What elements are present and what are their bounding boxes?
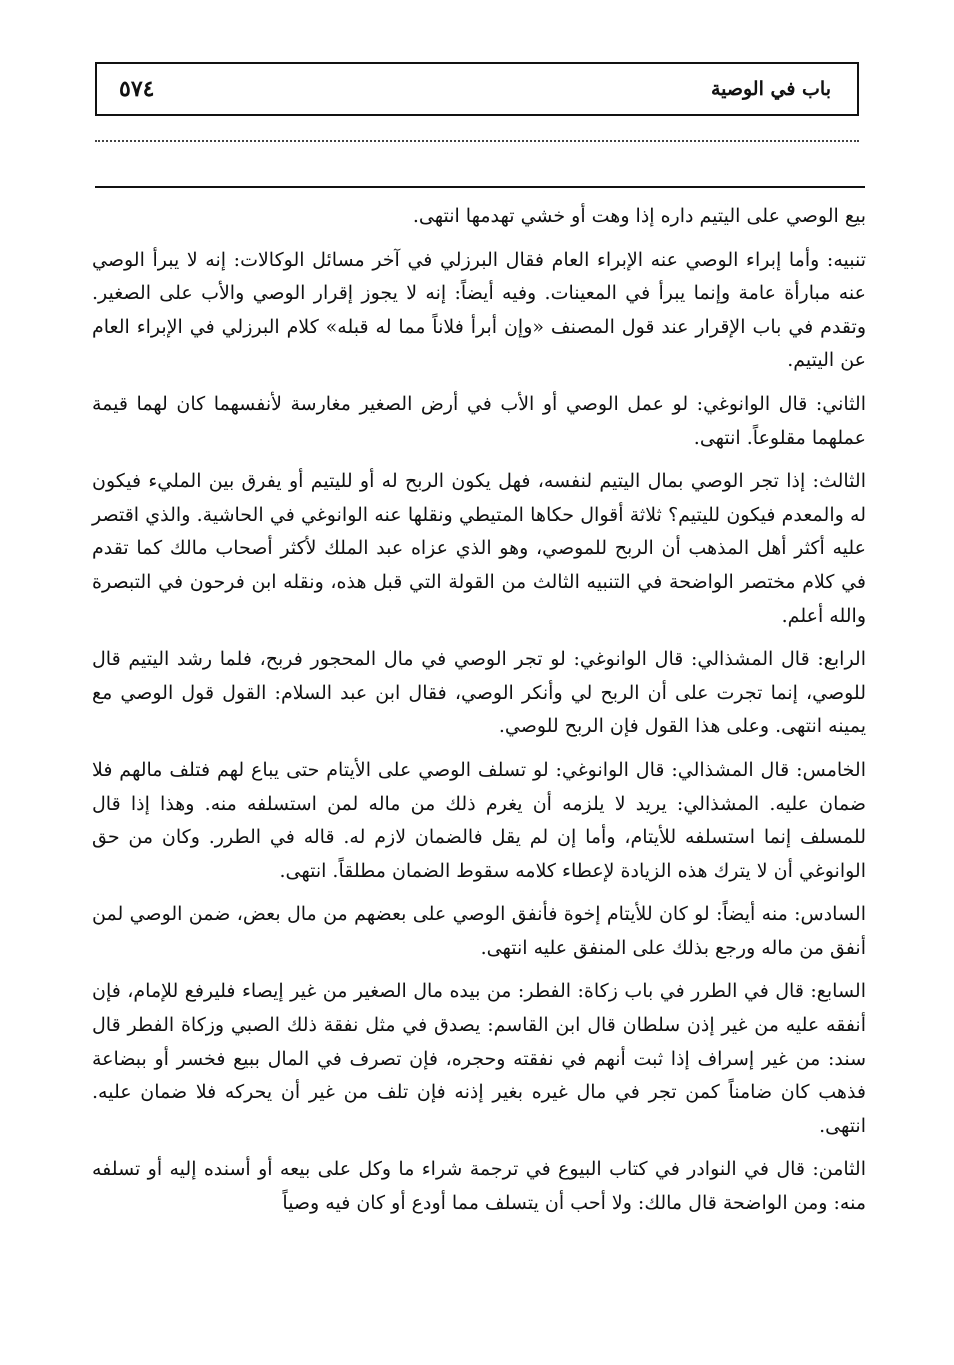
horizontal-rule [95, 186, 865, 188]
paragraph-4: الثالث: إذا تجر الوصي بمال اليتيم لنفسه، فهل يكون الربح له أو لليتيم أو يفرق بين المليء فيكون له والمعدم فيكون لليتيم؟ ثلاثة أقوال حكاها المتيطي ونقلها عنه الوانوغي في الحاشية. والذي اقتصر عليه أكثر أهل المذهب أن الربح للموصي، وهو الذي عزاه عبد الملك لأكثر أصحاب مالك كما تقدم في كلام مختصر الواضحة في التنبيه الثالث من القولة التي قبل هذه، ونقله ابن فرحون في التبصرة والله أعلم. [92, 470, 866, 627]
paragraph-2: تنبيه: وأما إبراء الوصي عنه الإبراء العام فقال البرزلي في آخر مسائل الوكالات: إنه لا يبرأ الوصي عنه مبارأة عامة وإنما يبرأ في المعينات. وفيه أيضاً: إنه لا يجوز إقرار الوصي والأب على الصغير. وتقدم في باب الإقرار عند قول المصنف «وإن أبرأ فلاناً مما له قبله» كلام البرزلي في الإبراء العام عن اليتيم. [92, 248, 866, 372]
paragraph-1: بيع الوصي على اليتيم داره إذا وهت أو خشي تهدمها انتهى. [412, 205, 866, 227]
paragraph-8: السابع: قال في الطرر في باب زكاة: الفطر: من بيده مال الصغير من غير إيصاء فليرفع للإمام، فإن أنفقه عليه من غير إذن سلطان قال ابن القاسم: يصدق في مثل نفقة ذلك الصبي وزكاة الفطر قال سند: من غير إسراف إذا ثبت أنهم في نفقته وحجره، فإن تصرف في المال ببيع فخسر أو ببضاعة فذهب كان ضامناً كمن تجر في مال غيره بغير إذنه فإن تلف من غير أن يحركه فلا ضمان عليه. انتهى. [92, 980, 866, 1137]
dotted-separator [95, 140, 859, 142]
paragraph-6: الخامس: قال المشذالي: قال الوانوغي: لو تسلف الوصي على الأيتام حتى يباع لهم فتلف مالهم فلا ضمان عليه. المشذالي: يريد لا يلزمه أن يغرم ذلك من ماله لمن استسلفه منه. وهذا إذا قال للمسلف إنما استسلفه للأيتام، وأما إن لم يقل فالضمان لازم له. قاله في الطرر. وكان من حق الوانوغي أن لا يترك هذه الزيادة لإعطاء كلامه سقوط الضمان مطلقاً. انتهى. [92, 758, 866, 882]
body-text [92, 200, 866, 1231]
page-number: ٥٧٤ [119, 76, 155, 102]
paragraph-7: السادس: منه أيضاً: لو كان للأيتام إخوة فأنفق الوصي على بعضهم من مال بعض، ضمن الوصي لمن أنفق من ماله ورجع بذلك على المنفق عليه انتهى. [92, 903, 866, 959]
paragraph-3: الثاني: قال الوانوغي: لو عمل الوصي أو الأب في أرض الصغير مغارسة لأنفسهما كان لهما قيمة عملهما مقلوعاً. انتهى. [92, 392, 866, 449]
running-title: باب في الوصية [710, 78, 831, 100]
page-header [95, 62, 859, 116]
paragraph-5: الرابع: قال المشذالي: قال الوانوغي: لو تجر الوصي في مال المحجور فربح، فلما رشد اليتيم قال للوصي، إنما تجرت على أن الربح لي وأنكر الوصي، فقال ابن عبد السلام: القول قول الوصي مع يمينه انتهى. وعلى هذا القول فإن الربح للوصي. [92, 648, 866, 738]
paragraph-9: الثامن: قال في النوادر في كتاب البيوع في ترجمة شراء ما وكل على بيعه أو أسنده إليه أو تسلفه منه: ومن الواضحة قال مالك: ولا أحب أن يتسلف مما أودع أو كان فيه وصياً [92, 1158, 866, 1215]
